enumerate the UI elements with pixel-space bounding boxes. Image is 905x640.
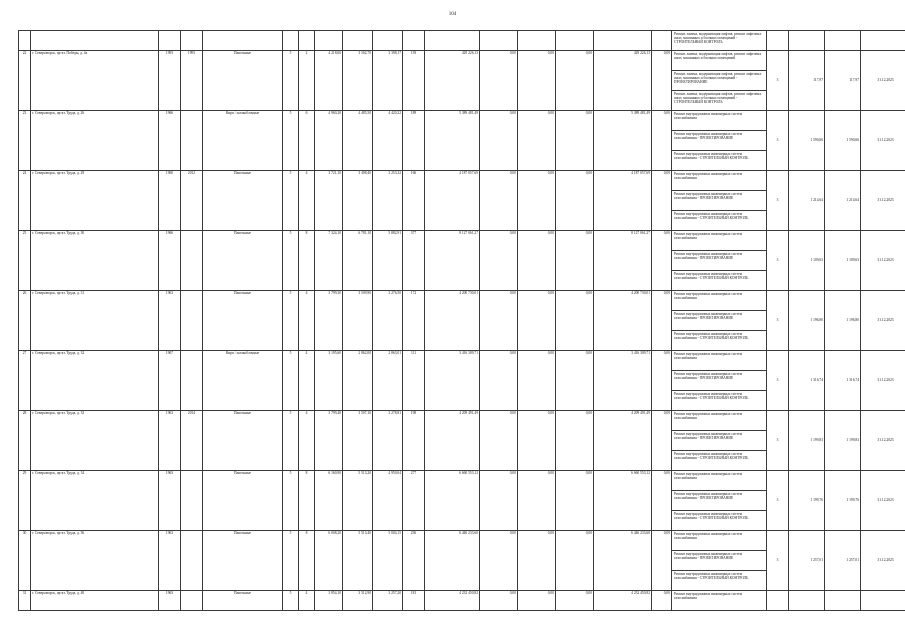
completion-date-cell: 31.12.2023 [861,291,905,351]
empty-cell [19,31,31,51]
entrances-cell: 4 [299,591,315,611]
fund-regional-cell: 0,00 [518,591,556,611]
area-premises-cell: 5 513,20 [343,471,373,531]
fund-owners-cell: 4 200 730,01 [594,291,652,351]
year-overhaul-cell [181,351,203,411]
address-cell: г. Североморск, пр-кт. Труда, д. 40 [31,591,159,611]
year-overhaul-cell: 2012 [181,171,203,231]
unit-cell: 3 [767,471,789,531]
fund-regional-cell: 0,00 [518,231,556,291]
wall-material-cell: Панельные [203,171,283,231]
fund-local-cell: 0,00 [556,411,594,471]
fund-owners-cell: 8 127 061,27 [594,231,652,291]
fund-federal-cell: 0,00 [480,351,518,411]
fund-owners-cell: 3 416 309,71 [594,351,652,411]
work-description: Ремонт внутридомовых инженерных систем газоснабжения - СТРОИТЕЛЬНЫЙ КОНТРОЛЬ [672,271,767,291]
limit-cost-cell: 1 590,66 [825,111,861,171]
area-premises-cell: 3 507,10 [343,411,373,471]
work-description: Ремонт внутридомовых инженерных систем газоснабжения - ПРОЕКТИРОВАНИЕ [672,311,767,331]
year-overhaul-cell [181,471,203,531]
year-built-cell: 1963 [159,471,181,531]
row-number: 29 [19,471,31,531]
empty-cell [861,31,905,51]
empty-cell [556,31,594,51]
work-description: Ремонт внутридомовых инженерных систем газоснабжения [672,231,767,251]
area-premises-cell: 3 502,70 [343,51,373,111]
page-number: 104 [448,12,457,17]
fund-local-cell: 0,00 [556,231,594,291]
area-total-cell: 6 008,20 [315,531,343,591]
table-row [19,231,905,251]
wall-material-cell: Панельные [203,591,283,611]
fund-owners-cell: 429 226,13 [594,51,652,111]
table-row [19,171,905,191]
unit-cell: 3 [767,351,789,411]
row-number: 25 [19,231,31,291]
row-number: 30 [19,531,31,591]
row-number: 23 [19,111,31,171]
fund-owners-cell: 6 660 553,12 [594,471,652,531]
entrances-cell: 2 [299,51,315,111]
work-description: Ремонт внутридомовых инженерных систем газоснабжения - СТРОИТЕЛЬНЫЙ КОНТРОЛЬ [672,511,767,531]
year-overhaul-cell: 2014 [181,411,203,471]
residents-cell: 189 [403,111,425,171]
work-description: Ремонт внутридомовых инженерных систем газоснабжения - СТРОИТЕЛЬНЫЙ КОНТРОЛЬ [672,211,767,231]
fund-regional-cell: 0,00 [518,171,556,231]
row-number: 22 [19,51,31,111]
wall-material-cell: Кирп / шлакоблочные [203,351,283,411]
residents-cell: 198 [403,411,425,471]
area-premises-cell: 5 513,40 [343,531,373,591]
wall-material-cell: Панельные [203,531,283,591]
cost-total-cell: 4 232 450,82 [425,591,480,611]
work-description: Ремонт внутридомовых инженерных систем газоснабжения - СТРОИТЕЛЬНЫЙ КОНТРОЛЬ [672,391,767,411]
work-description: Ремонт, замена, модернизация лифтов, ремонт лифтовых шахт, машинных и блочных помещений [672,51,767,71]
fund-other-cell: 0,00 [652,471,672,531]
fund-local-cell: 0,00 [556,591,594,611]
empty-cell [425,31,480,51]
work-description: Ремонт внутридомовых инженерных систем газоснабжения [672,411,767,431]
unit-cost-cell: 1 199,76 [789,471,825,531]
limit-cost-cell [825,591,861,611]
empty-cell [159,31,181,51]
limit-cost-cell: 1 199,76 [825,471,861,531]
empty-cell [31,31,159,51]
residents-cell: 377 [403,231,425,291]
table-row [19,351,905,371]
residents-cell: 172 [403,291,425,351]
table-row [19,411,905,431]
limit-cost-cell: 1 199,83 [825,411,861,471]
residents-cell: 181 [403,591,425,611]
area-premises-cell: 2 862,00 [343,351,373,411]
wall-material-cell: Панельные [203,231,283,291]
unit-cell: 3 [767,111,789,171]
floors-cell: 5 [283,591,299,611]
fund-regional-cell: 0,00 [518,351,556,411]
year-built-cell: 1967 [159,351,181,411]
fund-other-cell: 0,00 [652,51,672,111]
empty-cell [403,31,425,51]
address-cell: г. Североморск, пр-кт. Труда, д. 34 [31,471,159,531]
cost-total-cell: 4 209 491,49 [425,411,480,471]
fund-regional-cell: 0,00 [518,51,556,111]
unit-cost-cell: 1 109,63 [789,231,825,291]
fund-owners-cell: 5 389 481,49 [594,111,652,171]
completion-date-cell: 31.12.2023 [861,471,905,531]
empty-cell [373,31,403,51]
work-description: Ремонт внутридомовых инженерных систем газоснабжения [672,591,767,611]
work-description: Ремонт внутридомовых инженерных систем газоснабжения [672,291,767,311]
floors-cell: 5 [283,171,299,231]
fund-local-cell: 0,00 [556,291,594,351]
unit-cost-cell: 1 257,01 [789,531,825,591]
unit-cost-cell [789,591,825,611]
row-number: 26 [19,291,31,351]
completion-date-cell: 31.12.2023 [861,111,905,171]
year-built-cell: 1963 [159,591,181,611]
empty-cell [203,31,283,51]
year-overhaul-cell: 1993 [181,51,203,111]
floors-cell: 5 [283,351,299,411]
table-row [19,591,905,611]
unit-cost-cell: 1 316,74 [789,351,825,411]
fund-federal-cell: 0,00 [480,111,518,171]
work-description: Ремонт внутридомовых инженерных систем газоснабжения [672,471,767,491]
completion-date-cell: 31.12.2023 [861,51,905,111]
fund-regional-cell: 0,00 [518,111,556,171]
work-description: Ремонт, замена, модернизация лифтов, ремонт лифтовых шахт, машинных и блочных помещений - ПРОЕКТИРОВАНИЕ [672,71,767,91]
area-premises-cell: 3 498,40 [343,171,373,231]
unit-cell [767,591,789,611]
floors-cell: 5 [283,531,299,591]
unit-cost-cell: 1 196,80 [789,291,825,351]
fund-local-cell: 0,00 [556,51,594,111]
area-total-cell: 6 160,90 [315,471,343,531]
fund-regional-cell: 0,00 [518,411,556,471]
area-total-cell: 3 799,40 [315,411,343,471]
fund-federal-cell: 0,00 [480,411,518,471]
cost-total-cell: 6 446 233,60 [425,531,480,591]
fund-other-cell: 0,00 [652,291,672,351]
table-row [19,51,905,71]
entrances-cell: 4 [299,171,315,231]
row-number: 27 [19,351,31,411]
fund-federal-cell: 0,00 [480,531,518,591]
entrances-cell: 4 [299,291,315,351]
continuation-row [19,31,905,51]
year-built-cell: 1963 [159,291,181,351]
area-total-cell: 4 960,20 [315,111,343,171]
year-built-cell: 1963 [159,411,181,471]
work-description: Ремонт внутридомовых инженерных систем газоснабжения [672,531,767,551]
unit-cost-cell: 117,97 [789,51,825,111]
work-description: Ремонт внутридомовых инженерных систем газоснабжения [672,171,767,191]
area-total-cell: 3 854,10 [315,591,343,611]
entrances-cell: 4 [299,351,315,411]
area-premises-cell: 3 512,90 [343,591,373,611]
empty-cell [315,31,343,51]
address-cell: г. Североморск, пр-кт. Труда, д. 26 [31,111,159,171]
fund-regional-cell: 0,00 [518,291,556,351]
year-built-cell: 1966 [159,231,181,291]
empty-cell [767,31,789,51]
work-description: Ремонт внутридомовых инженерных систем газоснабжения - ПРОЕКТИРОВАНИЕ [672,551,767,571]
area-living-cell: 3 253,32 [373,171,403,231]
entrances-cell: 4 [299,411,315,471]
empty-cell [283,31,299,51]
address-cell: г. Североморск, пр-кт. Труда, д. 30 [31,231,159,291]
fund-other-cell: 0,00 [652,591,672,611]
fund-other-cell: 0,00 [652,111,672,171]
floors-cell: 5 [283,471,299,531]
unit-cell: 3 [767,171,789,231]
work-description: Ремонт внутридомовых инженерных систем газоснабжения - ПРОЕКТИРОВАНИЕ [672,191,767,211]
unit-cost-cell: 1 214,64 [789,171,825,231]
fund-other-cell: 0,00 [652,411,672,471]
empty-cell [518,31,556,51]
fund-federal-cell: 0,00 [480,231,518,291]
residents-cell: 139 [403,51,425,111]
unit-cell: 3 [767,231,789,291]
work-description: Ремонт, замена, модернизация лифтов, ремонт лифтовых шахт, машинных и блочных помещений - СТРОИТЕЛЬНЫЙ КОНТРОЛЬ [672,91,767,111]
completion-date-cell: 31.12.2023 [861,411,905,471]
year-overhaul-cell [181,231,203,291]
address-cell: г. Североморск, пр-кт. Труда, д. 36 [31,531,159,591]
year-overhaul-cell [181,291,203,351]
fund-other-cell: 0,00 [652,171,672,231]
work-description: Ремонт внутридомовых инженерных систем газоснабжения - СТРОИТЕЛЬНЫЙ КОНТРОЛЬ [672,151,767,171]
area-total-cell: 3 195,60 [315,351,343,411]
limit-cost-cell: 1 316,74 [825,351,861,411]
cost-total-cell: 429 226,13 [425,51,480,111]
year-built-cell: 1963 [159,531,181,591]
row-number: 24 [19,171,31,231]
fund-federal-cell: 0,00 [480,471,518,531]
fund-local-cell: 0,00 [556,111,594,171]
area-living-cell: 2 863,01 [373,351,403,411]
empty-cell [480,31,518,51]
entrances-cell: 8 [299,531,315,591]
empty-cell [652,31,672,51]
work-description: Ремонт внутридомовых инженерных систем газоснабжения [672,351,767,371]
residents-cell: 236 [403,531,425,591]
fund-regional-cell: 0,00 [518,531,556,591]
empty-cell [299,31,315,51]
row-number: 31 [19,591,31,611]
area-total-cell: 3 721,10 [315,171,343,231]
area-total-cell: 3 799,30 [315,291,343,351]
limit-cost-cell: 1 214,64 [825,171,861,231]
year-overhaul-cell [181,111,203,171]
row-number: 28 [19,411,31,471]
address-cell: г. Североморск, пр-кт. Труда, д. 29 [31,171,159,231]
unit-cost-cell: 1 199,83 [789,411,825,471]
completion-date-cell: 31.12.2023 [861,171,905,231]
cost-total-cell: 4 187 057,69 [425,171,480,231]
floors-cell: 5 [283,51,299,111]
area-living-cell: 3 276,50 [373,291,403,351]
limit-cost-cell: 1 109,63 [825,231,861,291]
residents-cell: 277 [403,471,425,531]
work-description: Ремонт внутридомовых инженерных систем газоснабжения - ПРОЕКТИРОВАНИЕ [672,431,767,451]
work-description: Ремонт внутридомовых инженерных систем газоснабжения - ПРОЕКТИРОВАНИЕ [672,371,767,391]
fund-other-cell: 0,00 [652,531,672,591]
fund-federal-cell: 0,00 [480,591,518,611]
work-description: Ремонт внутридомовых инженерных систем газоснабжения - ПРОЕКТИРОВАНИЕ [672,491,767,511]
area-living-cell: 3 278,81 [373,411,403,471]
wall-material-cell: Кирп / шлакоблочные [203,111,283,171]
wall-material-cell: Панельные [203,411,283,471]
fund-other-cell: 0,00 [652,231,672,291]
fund-owners-cell: 4 232 450,82 [594,591,652,611]
unit-cost-cell: 1 590,66 [789,111,825,171]
floors-cell: 5 [283,231,299,291]
area-living-cell: 4 420,22 [373,111,403,171]
entrances-cell: 8 [299,231,315,291]
floors-cell: 5 [283,291,299,351]
floors-cell: 5 [283,411,299,471]
fund-federal-cell: 0,00 [480,291,518,351]
fund-owners-cell: 4 187 057,69 [594,171,652,231]
work-description: Ремонт внутридомовых инженерных систем газоснабжения - СТРОИТЕЛЬНЫЙ КОНТРОЛЬ [672,571,767,591]
cost-total-cell: 6 660 553,12 [425,471,480,531]
area-living-cell: 4 950,04 [373,471,403,531]
entrances-cell: 6 [299,111,315,171]
fund-other-cell: 0,00 [652,351,672,411]
fund-local-cell: 0,00 [556,351,594,411]
fund-regional-cell: 0,00 [518,471,556,531]
cost-total-cell: 5 389 481,49 [425,111,480,171]
area-living-cell: 3 257,20 [373,591,403,611]
fund-owners-cell: 4 209 491,49 [594,411,652,471]
fund-federal-cell: 0,00 [480,171,518,231]
address-cell: г. Североморск, пр-кт. Труда, д. 32 [31,351,159,411]
fund-local-cell: 0,00 [556,531,594,591]
wall-material-cell: Панельные [203,51,283,111]
address-cell: г. Североморск, пр-кт. Труда, д. 33 [31,411,159,471]
area-living-cell: 3 398,17 [373,51,403,111]
limit-cost-cell: 117,97 [825,51,861,111]
work-description: Ремонт внутридомовых инженерных систем газоснабжения - ПРОЕКТИРОВАНИЕ [672,251,767,271]
work-description: Ремонт внутридомовых инженерных систем газоснабжения [672,111,767,131]
address-cell: г. Североморск, пр-кт. Победы, д. 4а [31,51,159,111]
floors-cell: 5 [283,111,299,171]
area-premises-cell: 6 781,10 [343,231,373,291]
year-overhaul-cell [181,591,203,611]
empty-cell [825,31,861,51]
area-total-cell: 7 324,10 [315,231,343,291]
empty-cell [343,31,373,51]
completion-date-cell: 31.12.2023 [861,531,905,591]
unit-cell: 3 [767,291,789,351]
work-description: Ремонт внутридомовых инженерных систем газоснабжения - СТРОИТЕЛЬНЫЙ КОНТРОЛЬ [672,331,767,351]
area-premises-cell: 3 509,90 [343,291,373,351]
year-built-cell: 1966 [159,111,181,171]
fund-local-cell: 0,00 [556,471,594,531]
capital-repair-table [18,30,905,611]
empty-cell [181,31,203,51]
fund-federal-cell: 0,00 [480,51,518,111]
wall-material-cell: Панельные [203,471,283,531]
residents-cell: 111 [403,351,425,411]
address-cell: г. Североморск, пр-кт. Труда, д. 31 [31,291,159,351]
table-body [19,31,905,611]
table-row [19,111,905,131]
area-living-cell: 5 882,91 [373,231,403,291]
year-built-cell: 1993 [159,51,181,111]
cost-total-cell: 4 200 730,01 [425,291,480,351]
completion-date-cell: 31.12.2023 [861,231,905,291]
completion-date-cell: 31.12.2023 [861,351,905,411]
empty-cell [789,31,825,51]
limit-cost-cell: 1 257,01 [825,531,861,591]
area-premises-cell: 4 485,50 [343,111,373,171]
limit-cost-cell: 1 196,80 [825,291,861,351]
work-description: Ремонт внутридомовых инженерных систем газоснабжения - СТРОИТЕЛЬНЫЙ КОНТРОЛЬ [672,451,767,471]
unit-cell: 3 [767,531,789,591]
area-total-cell: 4 218,60 [315,51,343,111]
work-description: Ремонт внутридомовых инженерных систем газоснабжения - ПРОЕКТИРОВАНИЕ [672,131,767,151]
table-row [19,531,905,551]
unit-cell: 3 [767,411,789,471]
fund-owners-cell: 6 446 233,60 [594,531,652,591]
unit-cell: 3 [767,51,789,111]
year-overhaul-cell [181,531,203,591]
wall-material-cell: Панельные [203,291,283,351]
table-row [19,471,905,491]
cost-total-cell: 8 127 061,27 [425,231,480,291]
fund-local-cell: 0,00 [556,171,594,231]
cost-total-cell: 3 416 309,71 [425,351,480,411]
entrances-cell: 8 [299,471,315,531]
table-row [19,291,905,311]
area-living-cell: 5 004,15 [373,531,403,591]
work-description: Ремонт, замена, модернизация лифтов, ремонт лифтовых шахт, машинных и блочных помещений - СТРОИТЕЛЬНЫЙ КОНТРОЛЬ [672,31,767,51]
empty-cell [594,31,652,51]
year-built-cell: 1960 [159,171,181,231]
residents-cell: 166 [403,171,425,231]
completion-date-cell [861,591,905,611]
